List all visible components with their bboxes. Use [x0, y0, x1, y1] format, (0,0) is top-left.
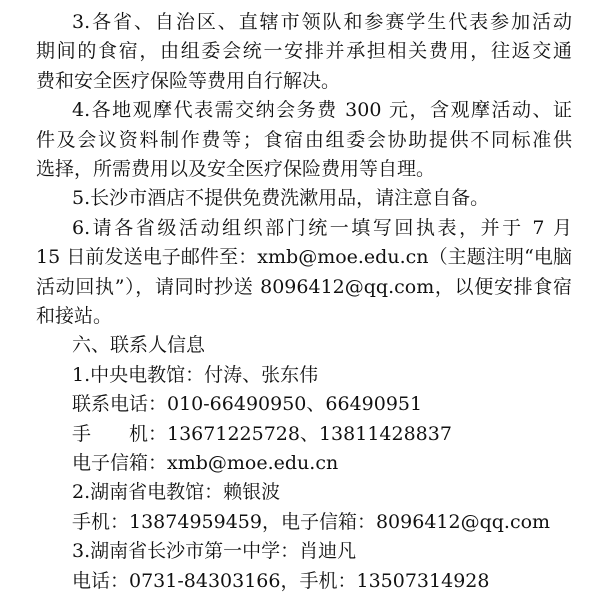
- contact-2-details: 手机：13874959459，电子信箱：8096412@qq.com: [72, 510, 551, 533]
- contact-1-email: 电子信箱：xmb@moe.edu.cn: [72, 452, 339, 474]
- contact-1-mobile: 手 机：13671225728、13811428837: [72, 422, 452, 445]
- paragraph-4-line-1: 4.各地观摩代表需交纳会务费 300 元，含观摩活动、证: [72, 99, 572, 122]
- paragraph-4-line-2: 件及会议资料制作费等；食宿由组委会协助提供不同标准供: [36, 128, 572, 151]
- paragraph-4-line-3: 选择，所需费用以及安全医疗保险费用等自理。: [36, 158, 436, 180]
- paragraph-3-line-1: 3.各省、自治区、直辖市领队和参赛学生代表参加活动: [72, 11, 572, 33]
- contact-3-details: 电话：0731-84303166，手机：13507314928: [72, 569, 490, 592]
- paragraph-6-line-4: 和接站。: [36, 305, 113, 327]
- paragraph-6-line-1: 6.请各省级活动组织部门统一填写回执表，并于 7 月: [72, 216, 572, 239]
- contact-3-name: 3.湖南省长沙市第一中学：肖迪凡: [72, 540, 357, 563]
- contact-1-phone: 联系电话：010-66490950、66490951: [72, 393, 423, 416]
- section-heading-contacts: 六、联系人信息: [72, 334, 206, 357]
- paragraph-3-line-3: 费和安全医疗保险等费用自行解决。: [36, 69, 341, 92]
- paragraph-6-line-2: 15 日前发送电子邮件至：xmb@moe.edu.cn（主题注明“电脑: [36, 246, 572, 269]
- paragraph-5-line-1: 5.长沙市酒店不提供免费洗漱用品，请注意自备。: [72, 187, 490, 210]
- contact-1-name: 1.中央电教馆：付涛、张东伟: [72, 363, 319, 386]
- paragraph-3-line-2: 期间的食宿，由组委会统一安排并承担相关费用，往返交通: [36, 40, 572, 63]
- contact-2-name: 2.湖南省电教馆：赖银波: [72, 481, 281, 504]
- paragraph-6-line-3: 活动回执”），请同时抄送 8096412@qq.com，以便安排食宿: [36, 275, 572, 298]
